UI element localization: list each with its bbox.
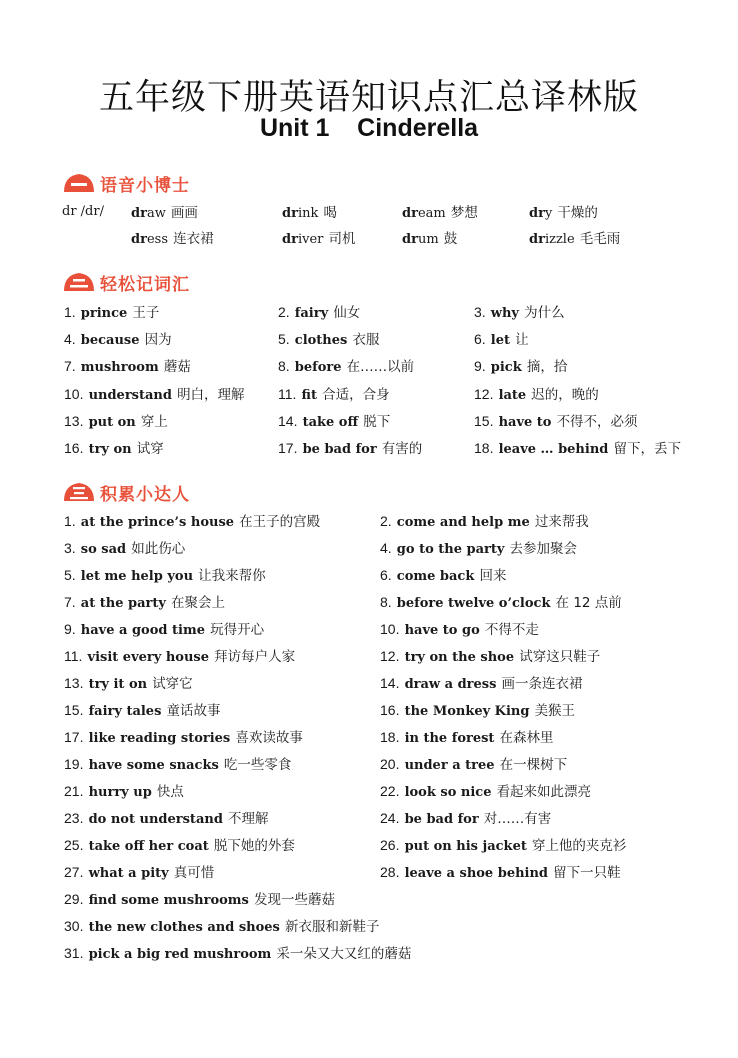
phrase-item-chinese: 去参加聚会: [509, 541, 578, 557]
phrase-item-english: look so nice: [404, 785, 492, 800]
vocab-item-english: clothes: [294, 333, 348, 349]
vocab-item: [474, 381, 599, 409]
phonics-word-prefix: dr: [402, 232, 418, 247]
unit-title: Unit 1 Cinderella: [259, 114, 479, 142]
phonics-word-meaning: 连衣裙: [173, 231, 214, 247]
section-phrases-title: 积累小达人: [100, 484, 190, 505]
phonics-word-rest: eam: [417, 206, 446, 221]
phrase-item-english: leave a shoe behind: [404, 866, 549, 881]
phrase-item-number: 18.: [380, 729, 400, 745]
phrase-item-english: draw a dress: [404, 677, 497, 692]
phrase-item-english: what a pity: [88, 866, 169, 881]
vocab-item-number: 1.: [64, 304, 76, 320]
phonics-word-rest: aw: [146, 206, 166, 221]
phrase-item-english: have to go: [404, 623, 480, 638]
vocab-item: [64, 353, 191, 381]
vocab-item-number: 12.: [474, 385, 494, 402]
vocab-item-english: mushroom: [80, 360, 159, 376]
phonics-word: [131, 199, 198, 227]
phrase-item: [64, 913, 379, 941]
vocab-item-number: 15.: [474, 412, 494, 429]
phrase-item-english: like reading stories: [88, 731, 231, 746]
vocab-item: [64, 408, 168, 436]
vocab-item: [474, 353, 567, 381]
phrase-item-english: try on the shoe: [404, 650, 515, 665]
phrase-item-number: 9.: [64, 621, 76, 637]
vocab-item-english: put on: [88, 414, 136, 430]
phrase-item-english: let me help you: [80, 569, 194, 584]
phrase-item: [64, 508, 320, 536]
phrase-item-chinese: 在 12 点前: [555, 595, 622, 611]
phrase-item: [64, 643, 295, 671]
vocab-item-number: 14.: [278, 412, 298, 429]
phrase-item-number: 16.: [380, 702, 400, 718]
phrase-item-number: 11.: [64, 648, 83, 664]
phrase-item-chinese: 画一条连衣裙: [501, 676, 583, 692]
phonics-word: [131, 225, 214, 253]
phrase-item-english: come and help me: [396, 515, 530, 530]
vocab-item-number: 18.: [474, 440, 494, 456]
phrase-item-english: in the forest: [404, 731, 495, 746]
phrase-item: [380, 616, 539, 644]
phrase-item-number: 23.: [64, 810, 84, 826]
phrase-item-english: put on his jacket: [404, 839, 527, 854]
vocab-item-chinese: 衣服: [352, 332, 380, 349]
phonics-word-rest: ess: [146, 232, 168, 247]
phrase-item-english: try it on: [88, 677, 148, 692]
phrase-item: [380, 751, 567, 779]
vocab-item-chinese: 蘑菇: [163, 359, 191, 376]
vocab-item-english: take off: [302, 414, 359, 430]
phonics-word-prefix: dr: [529, 232, 545, 247]
phrase-item-number: 4.: [380, 540, 392, 556]
phonics-word-rest: um: [417, 232, 439, 247]
phrase-item: [380, 643, 600, 671]
phrase-item: [380, 778, 591, 806]
vocab-item-number: 10.: [64, 385, 84, 402]
phrase-item-chinese: 脱下她的外套: [213, 838, 295, 854]
phrase-item: [64, 859, 214, 887]
phonics-word: [282, 199, 337, 227]
section-badge-two-icon: [62, 271, 96, 293]
vocab-item-chinese: 穿上: [140, 413, 168, 430]
phrase-item-chinese: 不得不走: [484, 622, 539, 638]
phrase-item-number: 22.: [380, 783, 400, 799]
vocab-item-chinese: 脱下: [363, 413, 391, 430]
phrase-item-chinese: 真可惜: [173, 865, 215, 881]
vocab-item-english: fairy: [294, 306, 329, 321]
section-phonics-title: 语音小博士: [100, 175, 190, 196]
vocab-item: [278, 326, 379, 354]
phrase-item-chinese: 让我来帮你: [198, 568, 266, 584]
phrase-item-number: 8.: [380, 594, 392, 610]
vocab-item-chinese: 试穿: [136, 441, 164, 457]
phrase-item-english: at the prince’s house: [80, 515, 235, 530]
vocab-item-number: 16.: [64, 440, 84, 456]
phrase-item-chinese: 美猴王: [534, 703, 576, 719]
vocab-item-chinese: 摘，拾: [526, 359, 568, 376]
phrase-item-number: 6.: [380, 567, 392, 583]
vocab-item: [474, 435, 681, 463]
phonics-word-meaning: 鼓: [443, 231, 458, 247]
phrase-item-english: visit every house: [87, 650, 209, 665]
vocab-item-english: late: [498, 387, 527, 403]
vocab-item: [64, 381, 245, 409]
phrase-item: [380, 724, 554, 752]
phonics-word-prefix: dr: [529, 206, 545, 221]
vocab-item-english: leave … behind: [498, 442, 609, 457]
phrase-item-chinese: 留下一只鞋: [553, 865, 621, 881]
page-title: 五年级下册英语知识点汇总译林版: [98, 78, 639, 118]
phonics-word-prefix: dr: [282, 206, 298, 221]
vocab-item-chinese: 迟的，晚的: [531, 386, 599, 403]
vocab-item-chinese: 为什么: [524, 305, 565, 321]
phrase-item: [380, 508, 589, 536]
vocab-item-english: because: [80, 333, 140, 349]
phrase-item-chinese: 拜访每户人家: [214, 649, 296, 665]
phrase-item: [380, 670, 583, 698]
phrase-item-english: under a tree: [404, 758, 495, 773]
phrase-item-english: the new clothes and shoes: [88, 920, 280, 935]
vocab-item-number: 5.: [278, 331, 290, 348]
phrase-item: [380, 832, 626, 860]
vocab-item: [474, 326, 529, 354]
phonics-word-rest: ink: [297, 206, 319, 221]
phrase-item-english: take off her coat: [88, 839, 209, 854]
phrase-item-chinese: 新衣服和新鞋子: [284, 919, 380, 935]
phrase-item-number: 15.: [64, 702, 84, 718]
phrase-item-chinese: 看起来如此漂亮: [496, 784, 592, 800]
phrase-item-number: 25.: [64, 837, 84, 853]
phrase-item-chinese: 回来: [479, 568, 507, 584]
phrase-item: [64, 535, 185, 563]
phrase-item-number: 5.: [64, 567, 76, 583]
vocab-item-number: 13.: [64, 412, 84, 429]
vocab-item-english: prince: [80, 306, 128, 321]
phrase-item: [64, 751, 291, 779]
phrase-item-english: hurry up: [88, 785, 152, 800]
vocab-item: [474, 408, 638, 436]
phrase-item-chinese: 童话故事: [166, 703, 221, 719]
phonics-label: dr /dr/: [62, 204, 104, 219]
phonics-word-prefix: dr: [131, 232, 147, 247]
phonics-word-meaning: 喝: [323, 205, 337, 221]
phonics-word-meaning: 梦想: [450, 205, 478, 221]
phrase-item: [64, 778, 184, 806]
vocab-item-chinese: 明白，理解: [177, 386, 245, 403]
phrase-item-chinese: 快点: [156, 784, 184, 800]
vocab-item-chinese: 王子: [132, 305, 160, 321]
vocab-item-number: 2.: [278, 304, 290, 320]
vocab-item: [278, 408, 390, 436]
phrase-item-english: be bad for: [404, 812, 479, 827]
vocab-item-number: 4.: [64, 331, 76, 348]
phrase-item-chinese: 如此伤心: [131, 541, 186, 557]
phonics-word-meaning: 干燥的: [557, 205, 598, 221]
phrase-item-chinese: 喜欢读故事: [235, 730, 303, 746]
phrase-item: [380, 805, 551, 833]
phrase-item-chinese: 在森林里: [499, 730, 554, 746]
vocab-item: [278, 381, 390, 409]
phrase-item-english: fairy tales: [88, 704, 162, 719]
phrase-item-number: 7.: [64, 594, 76, 610]
phrase-item-chinese: 穿上他的夹克衫: [531, 838, 627, 854]
phrase-item: [64, 724, 303, 752]
vocab-item: [474, 299, 565, 327]
phrase-item-chinese: 试穿这只鞋子: [519, 649, 601, 665]
vocab-item-number: 11.: [278, 385, 297, 402]
phrase-item-number: 19.: [64, 756, 84, 772]
section-phrases-header: [62, 479, 190, 505]
vocab-item-chinese: 因为: [144, 332, 172, 349]
phrase-item: [380, 562, 506, 590]
section-vocab-title: 轻松记词汇: [100, 274, 190, 295]
vocab-item-chinese: 合适，合身: [322, 386, 390, 403]
phrase-item: [380, 535, 577, 563]
phonics-word: [529, 199, 598, 227]
phrase-item: [64, 805, 269, 833]
phrase-item: [64, 886, 335, 914]
phrase-item-english: find some mushrooms: [88, 893, 249, 908]
vocab-item: [278, 435, 422, 463]
vocab-item-english: be bad for: [302, 442, 377, 457]
phonics-word-meaning: 司机: [328, 231, 356, 247]
phonics-word-prefix: dr: [402, 206, 418, 221]
phrase-item-english: go to the party: [396, 542, 505, 557]
phrase-item: [64, 589, 225, 617]
phrase-item: [380, 859, 621, 887]
vocab-item-english: fit: [301, 387, 317, 403]
phrase-item: [380, 589, 622, 617]
vocab-item-number: 6.: [474, 331, 486, 348]
phrase-item-number: 1.: [64, 513, 76, 529]
phonics-word: [282, 225, 355, 253]
phrase-item-chinese: 不理解: [228, 811, 269, 827]
phrase-item-chinese: 在聚会上: [171, 595, 226, 611]
phonics-word-meaning: 毛毛雨: [579, 231, 621, 247]
phonics-word: [529, 225, 620, 253]
phrase-item-english: at the party: [80, 596, 166, 611]
phrase-item-english: have some snacks: [88, 758, 219, 773]
phrase-item: [64, 832, 295, 860]
phonics-word: [402, 199, 478, 227]
vocab-item-english: pick: [490, 360, 522, 376]
phrase-item-english: do not understand: [88, 812, 223, 827]
phrase-item-number: 2.: [380, 513, 392, 529]
phrase-item-number: 10.: [380, 621, 400, 637]
vocab-item-chinese: 不得不，必须: [556, 413, 638, 430]
vocab-item-english: let: [490, 333, 510, 349]
phrase-item-number: 21.: [64, 783, 84, 799]
vocab-item: [278, 353, 414, 381]
phrase-item-english: have a good time: [80, 623, 205, 638]
phonics-word-prefix: dr: [131, 206, 147, 221]
vocab-item-chinese: 仙女: [333, 305, 361, 321]
phrase-item-number: 30.: [64, 918, 84, 934]
vocab-item-english: try on: [88, 442, 132, 457]
vocab-item-number: 7.: [64, 358, 76, 375]
vocab-item-number: 9.: [474, 358, 486, 375]
vocab-item-english: before: [294, 360, 342, 376]
vocab-item: [278, 299, 360, 327]
vocab-item-chinese: 留下，丢下: [613, 441, 681, 457]
section-badge-three-icon: [62, 481, 96, 503]
phonics-word-rest: izzle: [544, 232, 575, 247]
phrase-item-english: so sad: [80, 542, 127, 557]
phonics-word-rest: iver: [297, 232, 324, 247]
phrase-item-chinese: 在一棵树下: [499, 757, 568, 773]
phrase-item: [380, 697, 575, 725]
phrase-item-english: pick a big red mushroom: [88, 947, 272, 962]
vocab-item-chinese: 有害的: [381, 441, 423, 457]
phrase-item-number: 26.: [380, 837, 400, 853]
phonics-word-meaning: 画画: [170, 205, 198, 221]
phrase-item-chinese: 在王子的宫殿: [239, 514, 321, 530]
phrase-item-chinese: 发现一些蘑菇: [253, 892, 335, 908]
phrase-item-number: 3.: [64, 540, 76, 556]
vocab-item-english: understand: [88, 387, 172, 403]
phrase-item-number: 29.: [64, 891, 84, 907]
section-vocab-header: [62, 269, 190, 295]
phrase-item-number: 24.: [380, 810, 400, 826]
phrase-item-english: before twelve o’clock: [396, 596, 551, 611]
phrase-item-number: 12.: [380, 648, 400, 664]
phrase-item-number: 28.: [380, 864, 400, 880]
phrase-item-number: 31.: [64, 945, 84, 961]
phrase-item-chinese: 过来帮我: [534, 514, 589, 530]
vocab-item: [64, 435, 164, 463]
phonics-word: [402, 225, 457, 253]
section-badge-one-icon: [62, 172, 96, 194]
phrase-item: [64, 616, 264, 644]
phrase-item-chinese: 采一朵又大又红的蘑菇: [276, 946, 412, 962]
phrase-item-number: 17.: [64, 729, 84, 745]
phrase-item-number: 20.: [380, 756, 400, 772]
phrase-item: [64, 940, 411, 968]
phrase-item: [64, 697, 221, 725]
vocab-item-chinese: 让: [515, 332, 529, 349]
vocab-item-chinese: 在……以前: [346, 359, 415, 376]
phrase-item: [64, 670, 193, 698]
phrase-item: [64, 562, 266, 590]
vocab-item: [64, 299, 159, 327]
phonics-word-prefix: dr: [282, 232, 298, 247]
phonics-word-rest: y: [544, 206, 553, 221]
vocab-item-number: 8.: [278, 358, 290, 375]
vocab-item-number: 17.: [278, 440, 298, 456]
phrase-item-chinese: 吃一些零食: [223, 757, 292, 773]
vocab-item-english: have to: [498, 414, 552, 430]
phrase-item-number: 13.: [64, 675, 84, 691]
phrase-item-english: come back: [396, 569, 475, 584]
vocab-item-english: why: [490, 306, 519, 321]
phrase-item-number: 14.: [380, 675, 400, 691]
section-phonics-header: [62, 170, 190, 196]
vocab-item-number: 3.: [474, 304, 486, 320]
phrase-item-english: the Monkey King: [404, 704, 530, 719]
vocab-item: [64, 326, 172, 354]
phrase-item-number: 27.: [64, 864, 84, 880]
phrase-item-chinese: 玩得开心: [210, 622, 265, 638]
phrase-item-chinese: 试穿它: [152, 676, 193, 692]
phrase-item-chinese: 对……有害: [483, 811, 552, 827]
